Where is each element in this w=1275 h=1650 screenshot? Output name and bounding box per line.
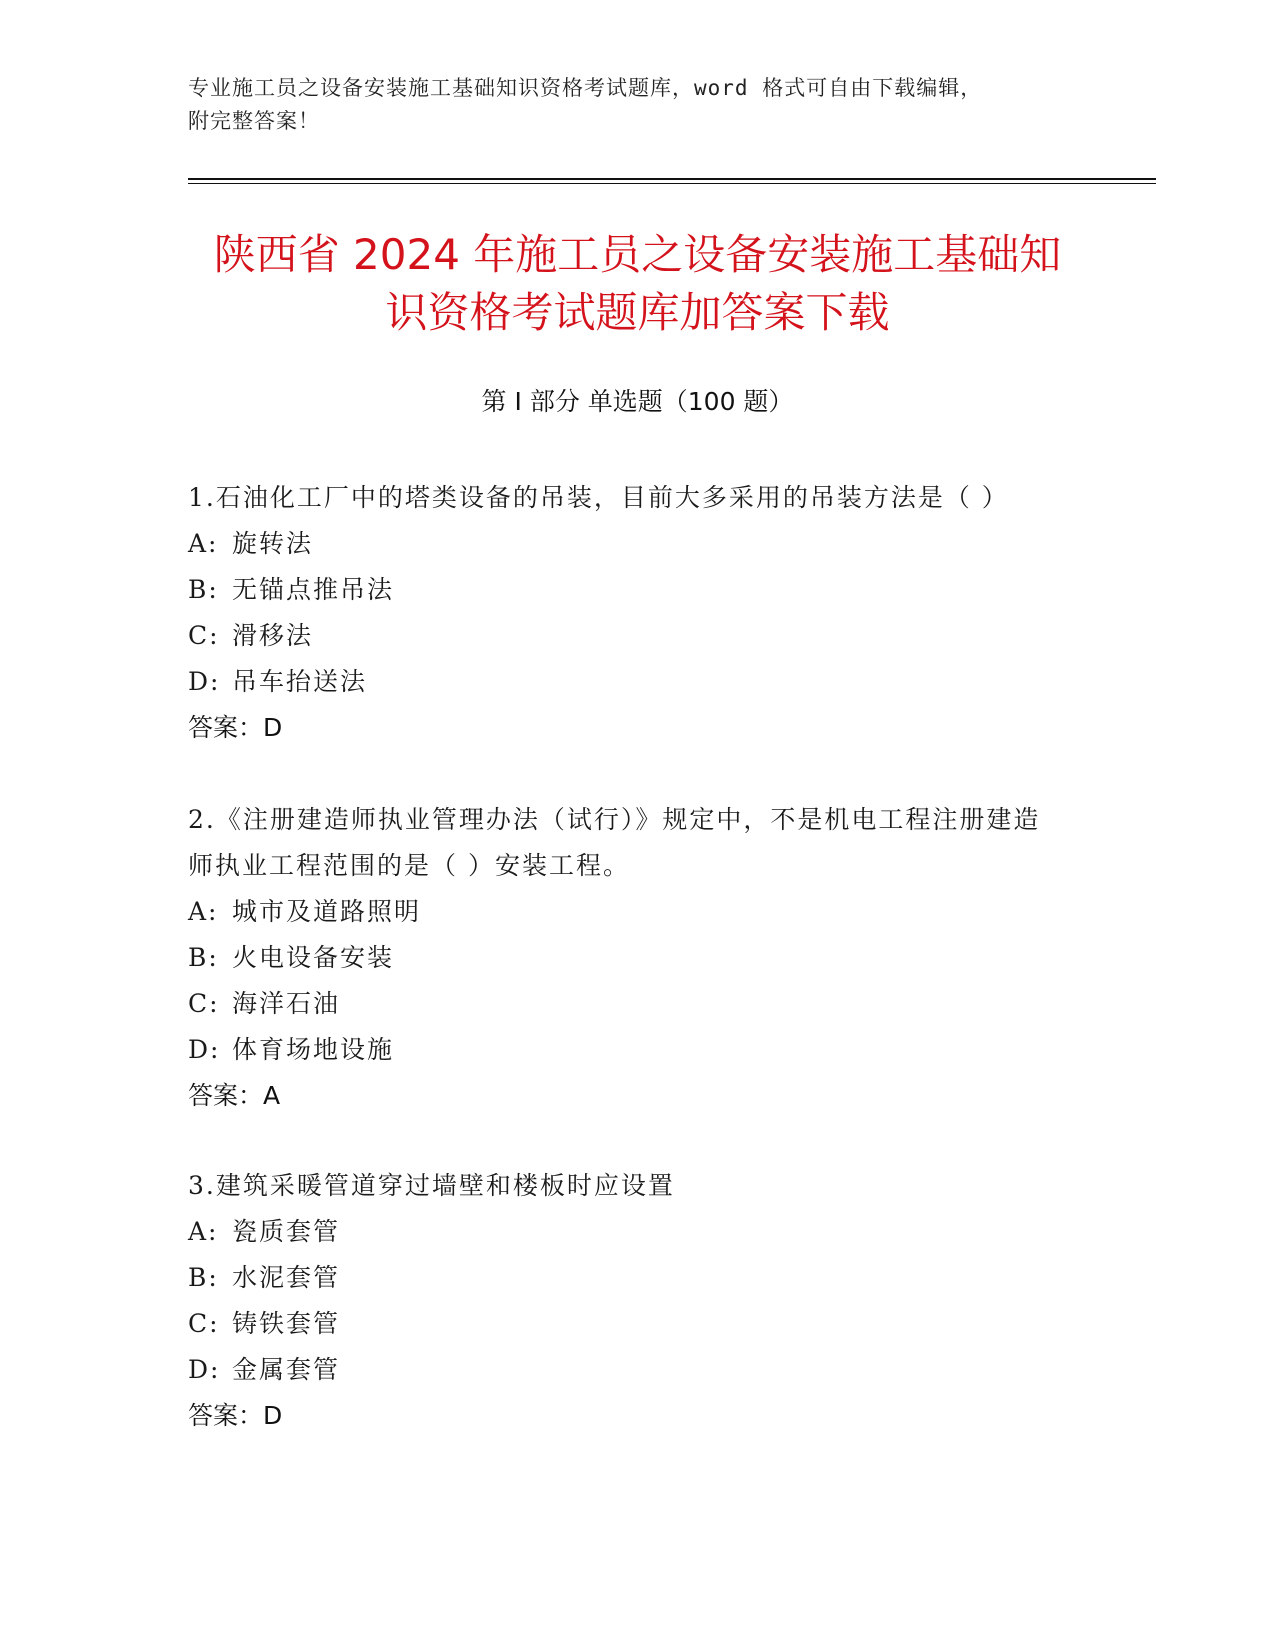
option-key: C:	[188, 621, 220, 650]
header-note-line-2: 附完整答案！	[188, 109, 320, 133]
option-key: C:	[188, 989, 220, 1018]
option-key: D:	[188, 667, 221, 696]
option-key: B:	[188, 575, 219, 604]
option-c	[188, 981, 1088, 1027]
header-rule-thick	[188, 178, 1156, 180]
question-3	[188, 1163, 1088, 1439]
option-a	[188, 1209, 1088, 1255]
option-text: 旋转法	[232, 529, 314, 558]
option-d	[188, 1347, 1088, 1393]
header-rule-thin	[188, 183, 1156, 184]
option-text: 无锚点推吊法	[232, 575, 395, 604]
header-note	[188, 72, 1088, 138]
option-b	[188, 567, 1088, 613]
document-title-line-2: 识资格考试题库加答案下载	[385, 288, 890, 337]
option-text: 瓷质套管	[232, 1217, 341, 1246]
option-a	[188, 889, 1088, 935]
answer: 答案：D	[188, 1401, 283, 1430]
document-title-line-1: 陕西省 2024 年施工员之设备安装施工基础知	[213, 230, 1062, 279]
option-text: 水泥套管	[232, 1263, 341, 1292]
option-b	[188, 1255, 1088, 1301]
option-text: 海洋石油	[232, 989, 341, 1018]
option-text: 体育场地设施	[232, 1035, 395, 1064]
answer: 答案：A	[188, 1081, 281, 1110]
question-2	[188, 797, 1088, 1119]
option-d	[188, 659, 1088, 705]
question-stem: 1.石油化工厂中的塔类设备的吊装，目前大多采用的吊装方法是（ ）	[188, 483, 1009, 512]
option-key: C:	[188, 1309, 220, 1338]
question-1	[188, 475, 1088, 751]
option-key: D:	[188, 1035, 221, 1064]
option-c	[188, 1301, 1088, 1347]
option-key: A:	[188, 897, 219, 926]
section-heading: 第 I 部分 单选题（100 题）	[481, 387, 794, 416]
option-text: 城市及道路照明	[232, 897, 422, 926]
answer: 答案：D	[188, 713, 283, 742]
question-stem: 2.《注册建造师执业管理办法（试行）》规定中，不是机电工程注册建造师执业工程范围的是（ ）安装工程。	[188, 805, 1041, 880]
option-a	[188, 521, 1088, 567]
option-key: B:	[188, 1263, 219, 1292]
option-text: 滑移法	[232, 621, 314, 650]
header-note-line-1: 专业施工员之设备安装施工基础知识资格考试题库，word 格式可自由下载编辑，	[188, 76, 983, 100]
option-key: D:	[188, 1355, 221, 1384]
question-stem: 3.建筑采暖管道穿过墙壁和楼板时应设置	[188, 1171, 675, 1200]
option-text: 金属套管	[232, 1355, 341, 1384]
option-text: 吊车抬送法	[232, 667, 368, 696]
option-d	[188, 1027, 1088, 1073]
option-text: 铸铁套管	[232, 1309, 341, 1338]
option-c	[188, 613, 1088, 659]
option-key: B:	[188, 943, 219, 972]
option-b	[188, 935, 1088, 981]
option-key: A:	[188, 1217, 219, 1246]
document-title	[140, 226, 1135, 342]
option-text: 火电设备安装	[232, 943, 395, 972]
option-key: A:	[188, 529, 219, 558]
